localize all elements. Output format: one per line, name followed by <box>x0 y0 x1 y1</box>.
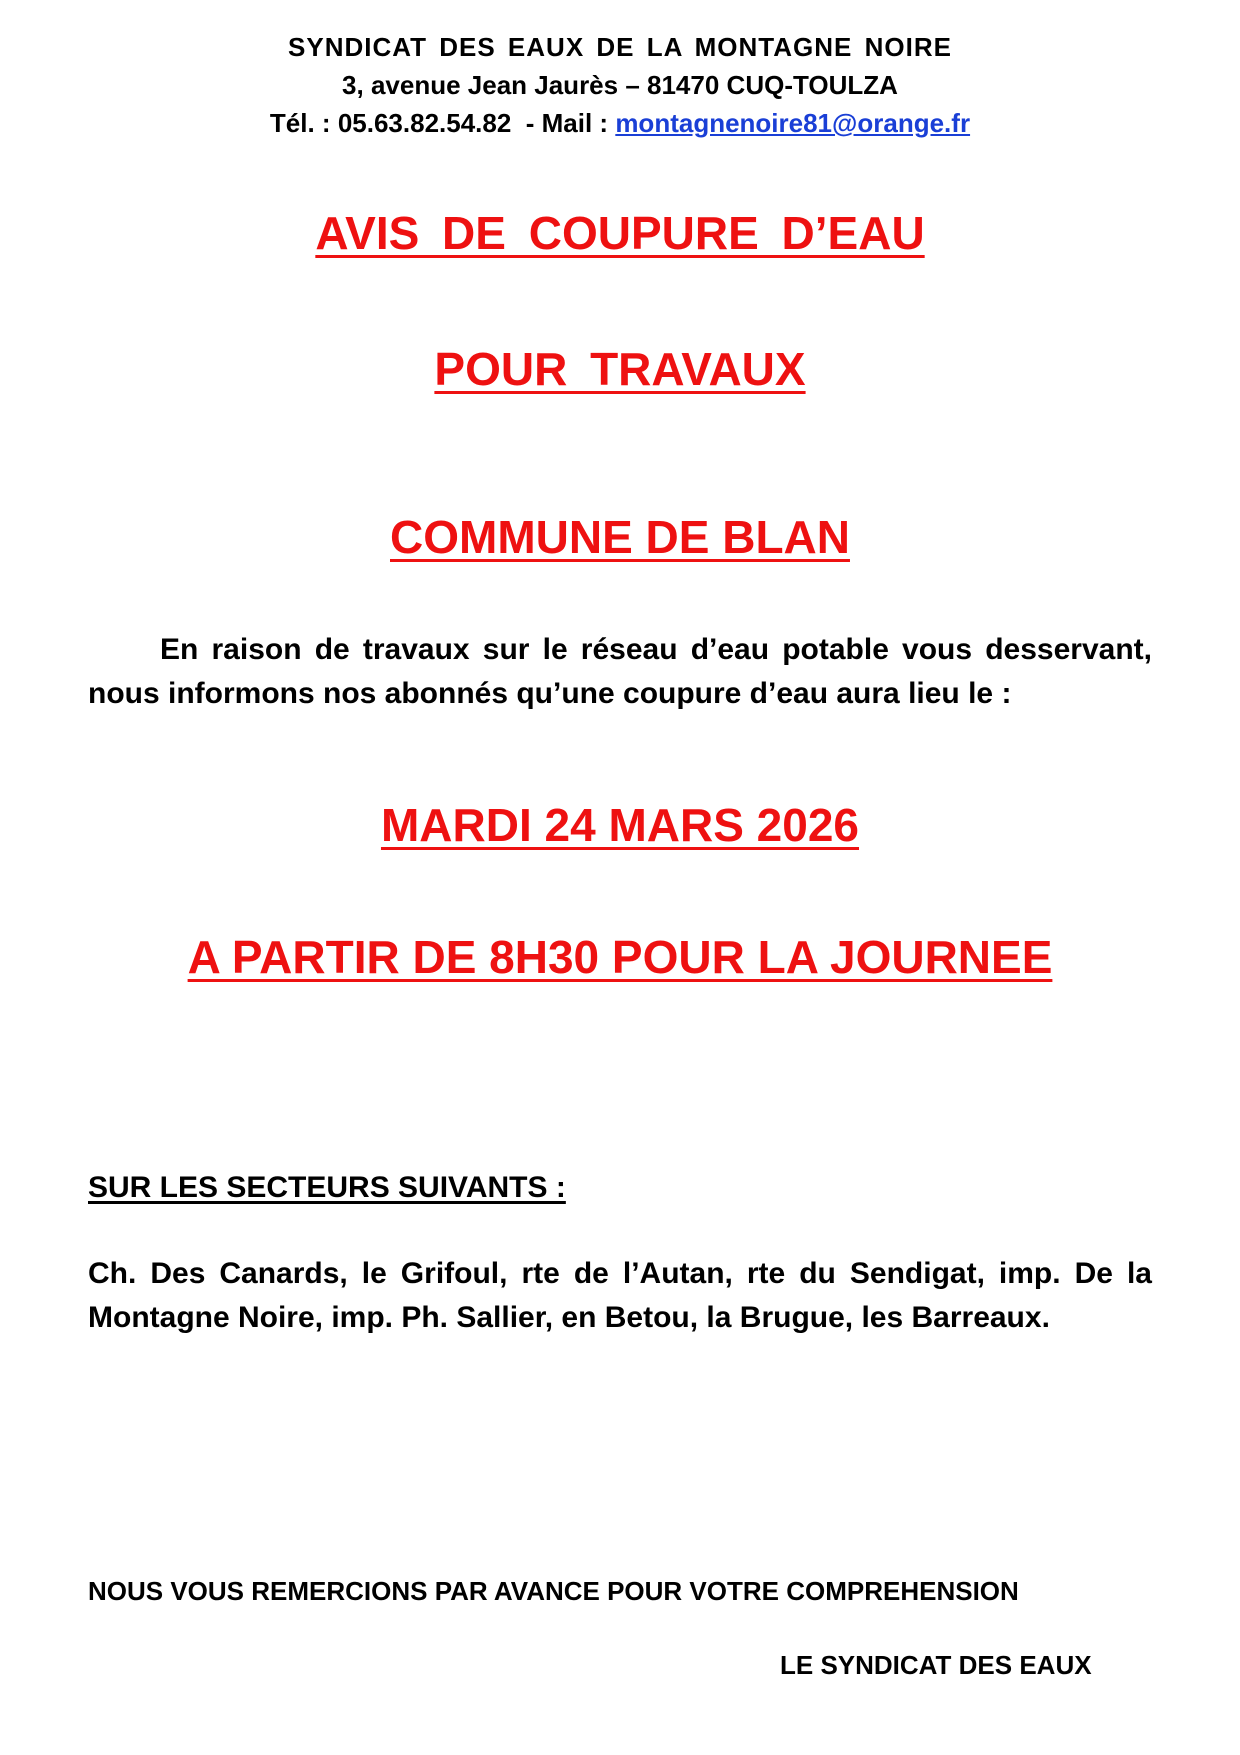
email-link[interactable]: montagnenoire81@orange.fr <box>615 108 971 138</box>
sectors-heading: SUR LES SECTEURS SUIVANTS : <box>88 1171 566 1204</box>
signature: LE SYNDICAT DES EAUX <box>780 1650 1092 1680</box>
contact-phone-text: Tél. : 05.63.82.54.82 - Mail : <box>269 108 616 138</box>
notice-title: AVIS DE COUPURE D’EAU <box>315 207 925 259</box>
intro-paragraph: En raison de travaux sur le réseau d’eau potable vous desservant, nous informons nos abonnés qu’une coupure d’eau aura lieu le : <box>88 633 1152 710</box>
outage-date: MARDI 24 MARS 2026 <box>380 799 860 851</box>
outage-time: A PARTIR DE 8H30 POUR LA JOURNEE <box>187 931 1053 983</box>
sectors-list: Ch. Des Canards, le Grifoul, rte de l’Autan, rte du Sendigat, imp. De la Montagne Noire, imp. Ph. Sallier, en Betou, la Brugue, les Barreaux. <box>88 1257 1152 1334</box>
organization-name: SYNDICAT DES EAUX DE LA MONTAGNE NOIRE <box>288 32 952 62</box>
commune-name: COMMUNE DE BLAN <box>390 511 850 563</box>
notice-subtitle: POUR TRAVAUX <box>434 343 806 395</box>
thanks-message: NOUS VOUS REMERCIONS PAR AVANCE POUR VOTRE COMPREHENSION <box>88 1576 1019 1606</box>
organization-contact <box>0 108 1240 138</box>
organization-address: 3, avenue Jean Jaurès – 81470 CUQ-TOULZA <box>342 70 898 100</box>
